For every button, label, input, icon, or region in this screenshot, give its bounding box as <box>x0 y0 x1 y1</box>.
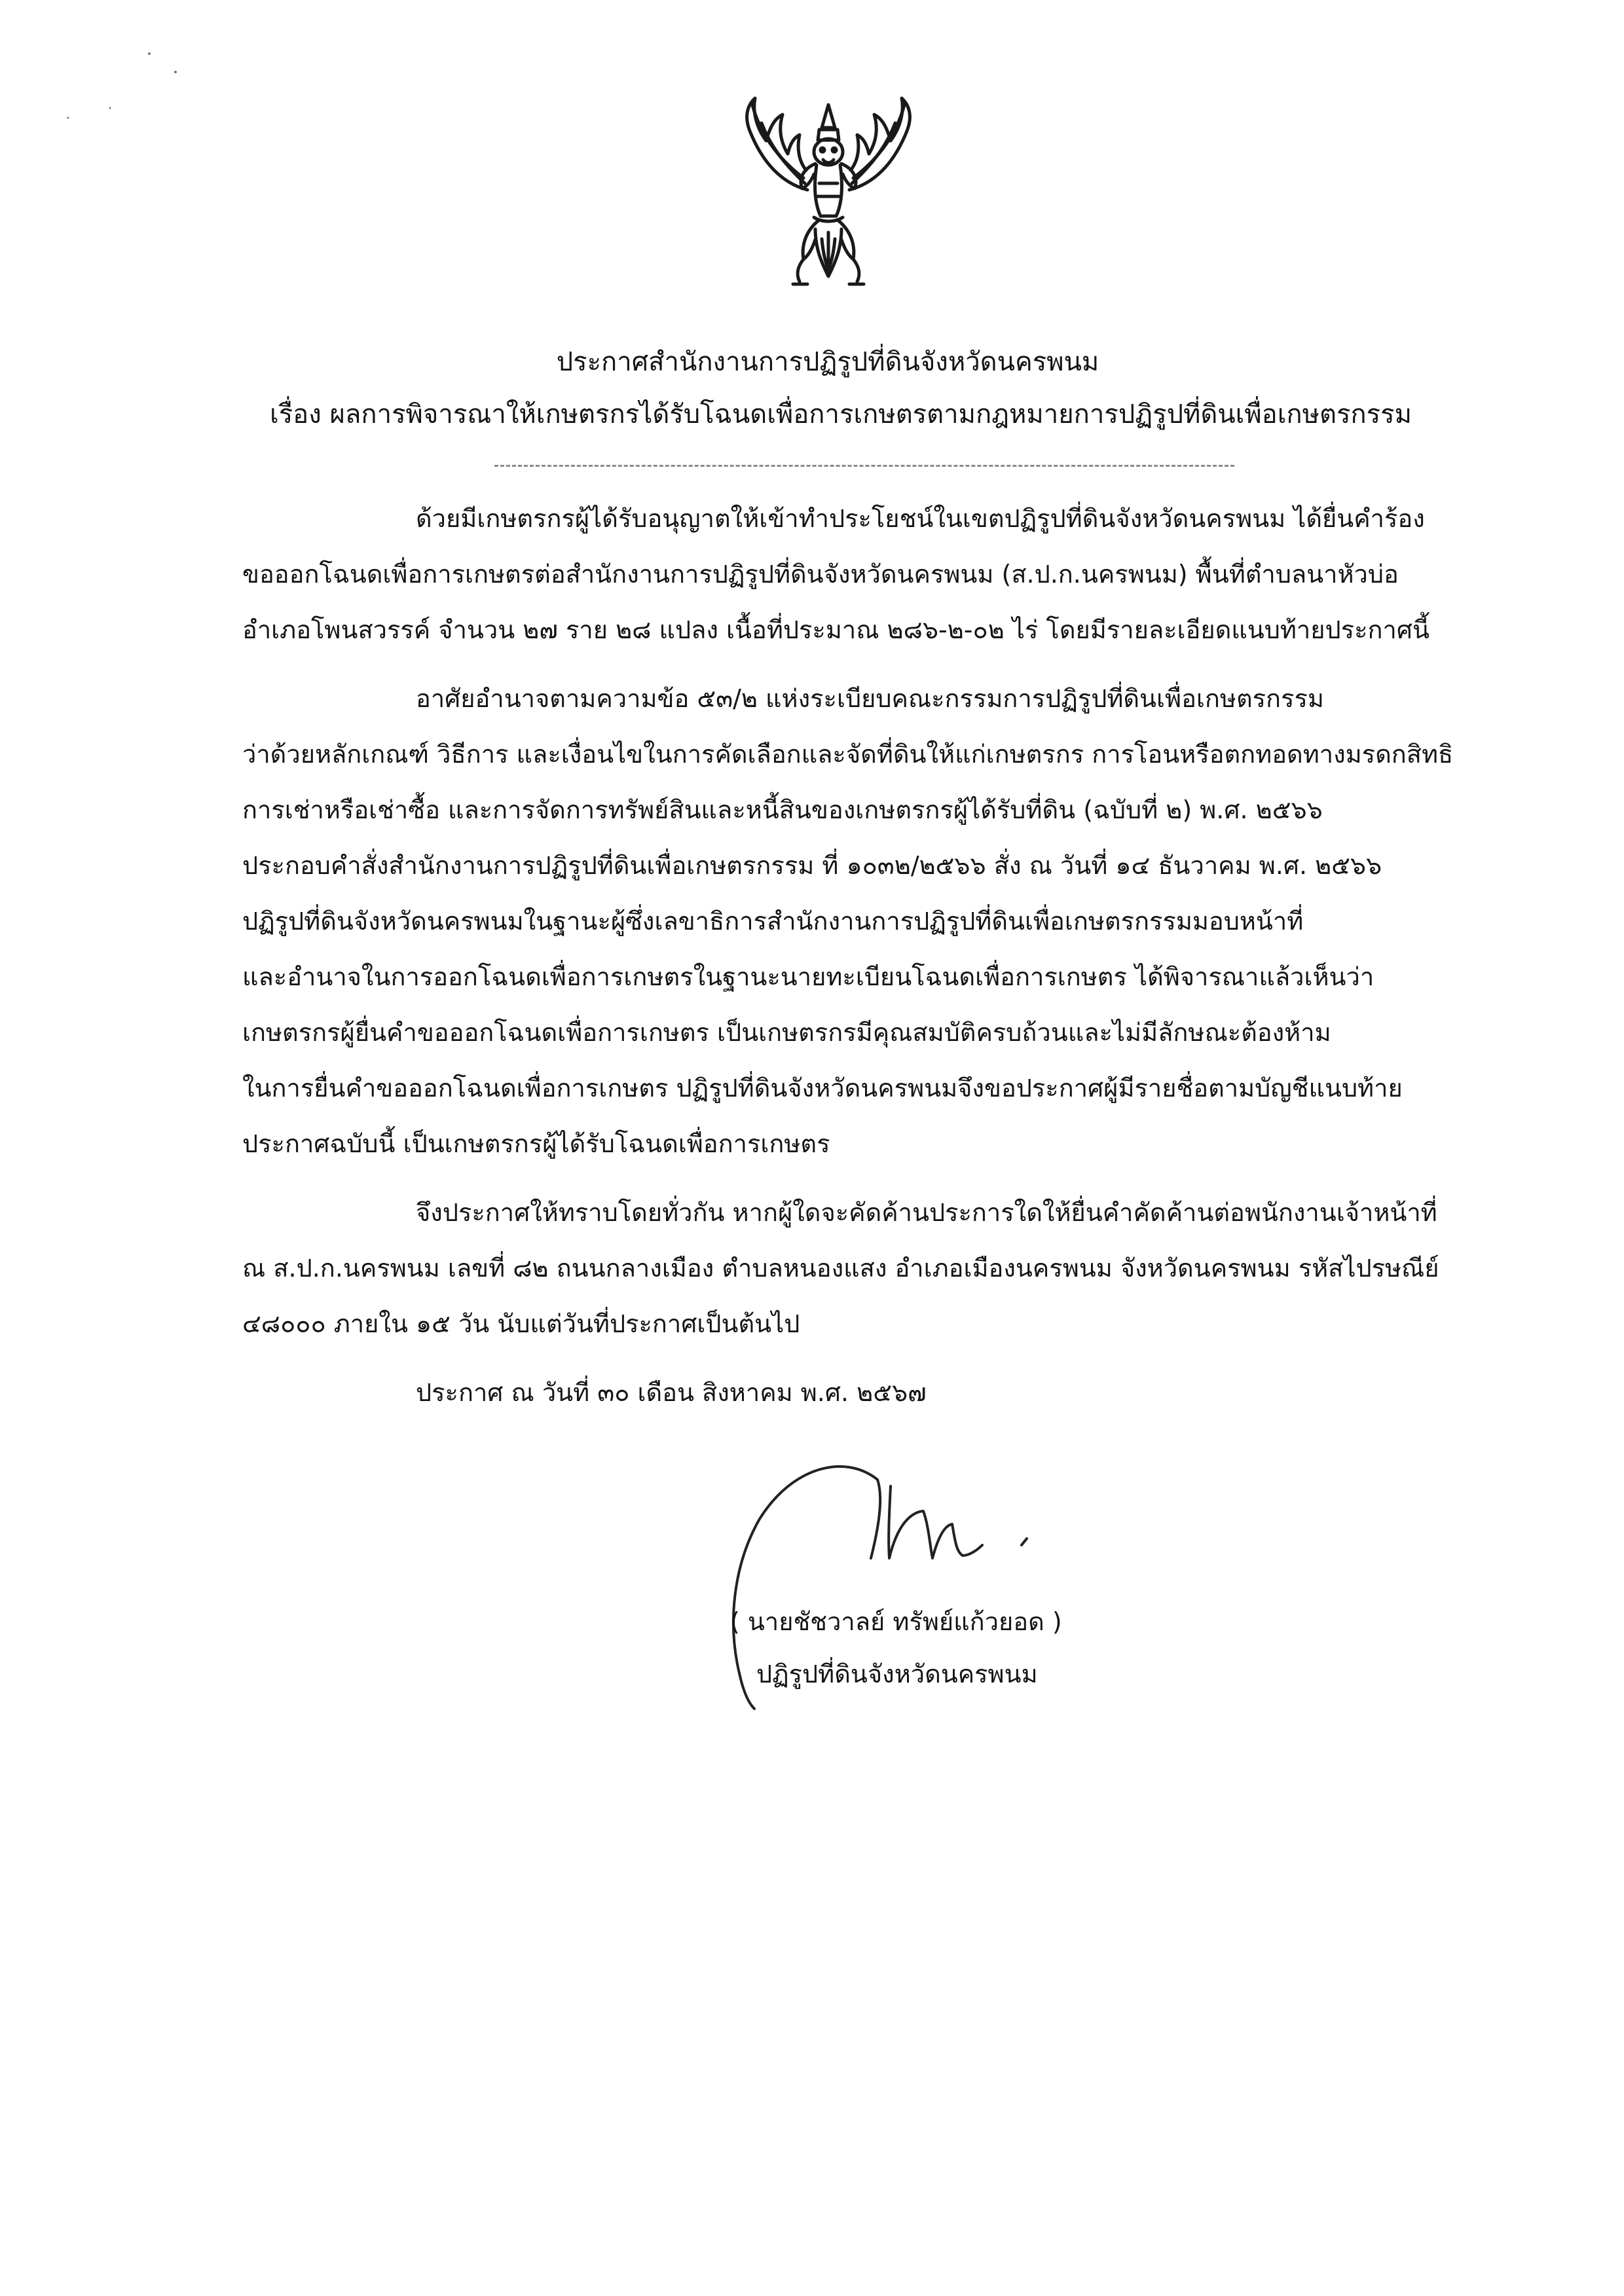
paragraph-3-line: ณ ส.ป.ก.นครพนม เลขที่ ๘๒ ถนนกลางเมือง ตำบลหนองแสง อำเภอเมืองนครพนม จังหวัดนครพนม รหัสไปรษณีย์ <box>242 1254 1439 1283</box>
paragraph-2-line: การเช่าหรือเช่าซื้อ และการจัดการทรัพย์สินและหนี้สินของเกษตรกรผู้ได้รับที่ดิน (ฉบับที่ ๒) พ.ศ. ๒๕๖๖ <box>242 795 1323 824</box>
paragraph-3-line: จึงประกาศให้ทราบโดยทั่วกัน หากผู้ใดจะคัดค้านประการใดให้ยื่นคำคัดค้านต่อพนักงานเจ้าหน้าที่ <box>416 1198 1437 1227</box>
paragraph-1-line: ขอออกโฉนดเพื่อการเกษตรต่อสำนักงานการปฏิรูปที่ดินจังหวัดนครพนม (ส.ป.ก.นครพนม) พื้นที่ตำบลนาหัวบ่อ <box>242 560 1399 589</box>
paragraph-1-line: ด้วยมีเกษตรกรผู้ได้รับอนุญาตให้เข้าทำประโยชน์ในเขตปฏิรูปที่ดินจังหวัดนครพนม ได้ยื่นคำร้อง <box>416 504 1425 533</box>
scan-specks <box>0 0 196 144</box>
announcement-title: ประกาศสำนักงานการปฏิรูปที่ดินจังหวัดนครพนม <box>556 347 1099 377</box>
paragraph-2-line: ว่าด้วยหลักเกณฑ์ วิธีการ และเงื่อนไขในการคัดเลือกและจัดที่ดินให้แก่เกษตรกร การโอนหรือตกทอดทางมรดกสิทธิ <box>242 740 1454 769</box>
paragraph-2-line: และอำนาจในการออกโฉนดเพื่อการเกษตรในฐานะนายทะเบียนโฉนดเพื่อการเกษตร ได้พิจารณาแล้วเห็นว่า <box>242 962 1375 991</box>
announcement-date: ประกาศ ณ วันที่ ๓๐ เดือน สิงหาคม พ.ศ. ๒๕๖๗ <box>416 1378 927 1407</box>
title-divider <box>494 465 1234 467</box>
paragraph-2-line: อาศัยอำนาจตามความข้อ ๕๓/๒ แห่งระเบียบคณะกรรมการปฏิรูปที่ดินเพื่อเกษตรกรรม <box>416 684 1324 713</box>
paragraph-2-line: ปฏิรูปที่ดินจังหวัดนครพนมในฐานะผู้ซึ่งเลขาธิการสำนักงานการปฏิรูปที่ดินเพื่อเกษตรกรรมมอบหน้าที่ <box>242 907 1304 936</box>
paragraph-2-line: ประกอบคำสั่งสำนักงานการปฏิรูปที่ดินเพื่อเกษตรกรรม ที่ ๑๐๓๒/๒๕๖๖ สั่ง ณ วันที่ ๑๔ ธันวาคม พ.ศ. ๒๕๖๖ <box>242 851 1382 880</box>
signatory-position: ปฏิรูปที่ดินจังหวัดนครพนม <box>756 1660 1038 1688</box>
paragraph-1-line: อำเภอโพนสวรรค์ จำนวน ๒๗ ราย ๒๘ แปลง เนื้อที่ประมาณ ๒๘๖-๒-๐๒ ไร่ โดยมีรายละเอียดแนบท้ายประกาศนี้ <box>242 615 1430 644</box>
announcement-subject: เรื่อง ผลการพิจารณาให้เกษตรกรได้รับโฉนดเพื่อการเกษตรตามกฎหมายการปฏิรูปที่ดินเพื่อเกษตรกรรม <box>270 399 1412 429</box>
paragraph-2-line: เกษตรกรผู้ยื่นคำขอออกโฉนดเพื่อการเกษตร เป็นเกษตรกรมีคุณสมบัติครบถ้วนและไม่มีลักษณะต้องห้าม <box>242 1018 1331 1047</box>
paragraph-2-line: ประกาศฉบับนี้ เป็นเกษตรกรผู้ได้รับโฉนดเพื่อการเกษตร <box>242 1129 830 1158</box>
paragraph-2-line: ในการยื่นคำขอออกโฉนดเพื่อการเกษตร ปฏิรูปที่ดินจังหวัดนครพนมจึงขอประกาศผู้มีรายชื่อตามบัญชีแนบท้าย <box>242 1074 1403 1102</box>
garuda-emblem-icon <box>730 92 927 295</box>
signatory-name: ( นายชัชวาลย์ ทรัพย์แก้วยอด ) <box>730 1607 1062 1636</box>
paragraph-3-line: ๔๘๐๐๐ ภายใน ๑๕ วัน นับแต่วันที่ประกาศเป็นต้นไป <box>242 1309 800 1338</box>
